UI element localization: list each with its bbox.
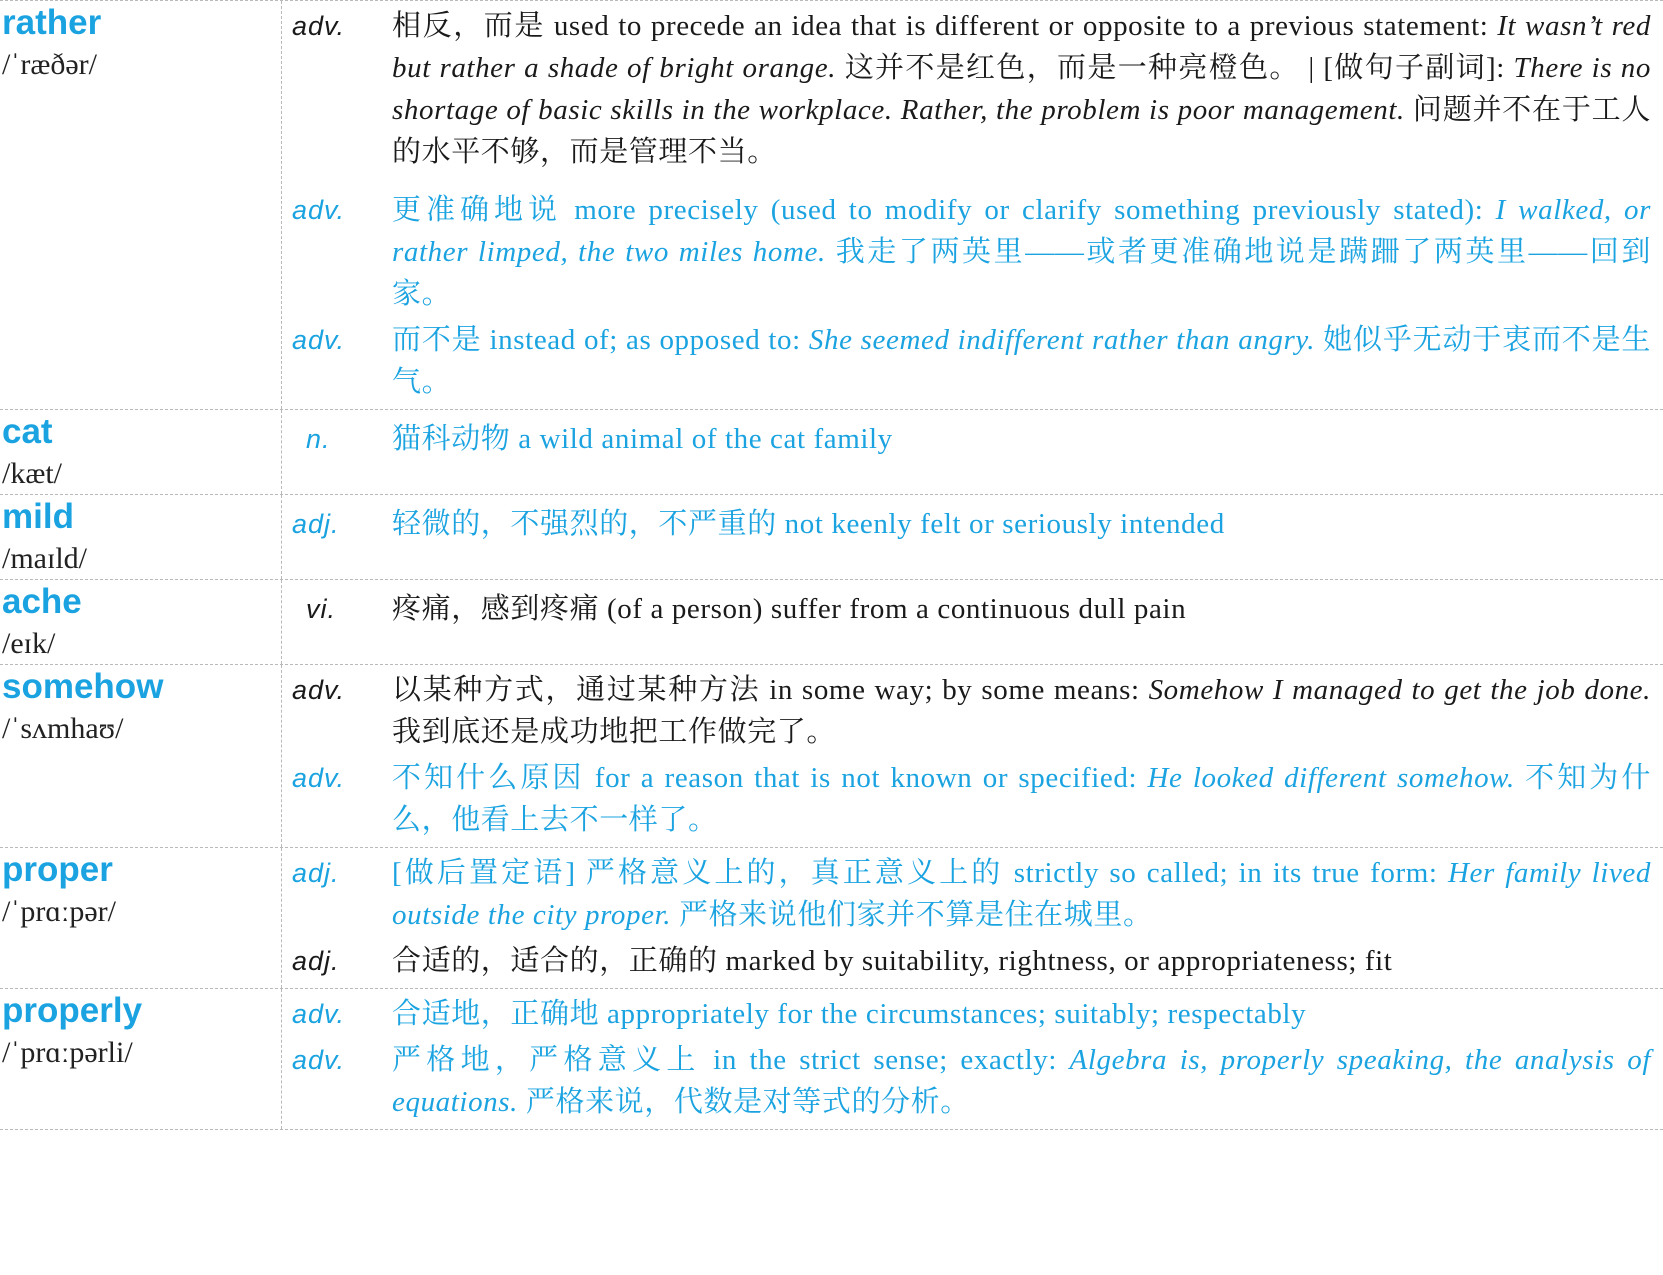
example-sentence: Somehow I managed to get the job done. [1148,674,1651,706]
example-translation-2: 问题并不在于工人的水平不够，而是管理不当。 [392,94,1651,168]
example-translation: 严格来说他们家并不算是住在城里。 [671,899,1153,931]
part-of-speech: adv. [292,999,346,1029]
part-of-speech: adv. [292,325,346,355]
phonetic: /ˈprɑːpərli/ [2,1036,133,1069]
definition [392,757,1651,841]
entry-mild [0,494,1663,579]
phonetic: /ˈsʌmhaʊ/ [2,712,124,745]
definition: 轻微的，不强烈的，不严重的 not keenly felt or seriously intended [392,508,1225,540]
senses [282,1,1663,409]
phonetic: /ˈræðər/ [2,48,97,81]
senses [282,410,1663,494]
sense [292,757,1651,841]
headword-cell [0,848,282,988]
headword-cell [0,410,282,494]
part-of-speech: adv. [292,1045,346,1075]
definition-text: 更准确地说 more precisely (used to modify or clarify something previously stated): [392,194,1496,226]
sense [292,418,1651,460]
definition: 疼痛，感到疼痛 (of a person) suffer from a continuous dull pain [392,593,1187,625]
senses [282,848,1663,988]
entry-proper [0,847,1663,988]
sense [292,5,1651,173]
example-sentence-2: There is no shortage of basic skills in the workplace. Rather, the problem is poor management. [392,52,1651,126]
definition-text: 严格地，严格意义上 in the strict sense; exactly: [392,1044,1070,1076]
sense [292,940,1651,982]
phonetic: /kæt/ [2,457,63,490]
part-of-speech: adv. [292,675,346,705]
part-of-speech: adj. [292,946,340,976]
definition: 合适的，适合的，正确的 marked by suitability, rightness, or appropriateness; fit [392,945,1393,977]
sense [292,1039,1651,1123]
part-of-speech: adv. [292,11,346,41]
part-of-speech: adj. [292,858,340,888]
headword: cat [2,412,53,451]
example-translation: 严格来说，代数是对等式的分析。 [518,1086,970,1118]
definition-text: 而不是 instead of; as opposed to: [392,324,809,356]
sense [292,189,1651,315]
senses [282,989,1663,1129]
headword-cell [0,495,282,579]
headword: properly [2,991,143,1030]
headword-cell [0,989,282,1129]
phonetic: /ˈprɑːpər/ [2,895,116,928]
sense [292,852,1651,936]
entry-properly [0,988,1663,1130]
headword-cell [0,580,282,664]
definition [392,189,1651,315]
headword: somehow [2,667,164,706]
phonetic: /maɪld/ [2,542,87,575]
example-sentence: He looked different somehow. [1147,762,1515,794]
example-translation: 这并不是红色，而是一种亮橙色。 | [做句子副词]: [836,52,1514,84]
sense [292,669,1651,753]
part-of-speech: vi. [306,594,336,624]
sense [292,993,1651,1035]
entry-cat [0,409,1663,494]
example-translation: 她似乎无动于衷而不是生气。 [392,324,1652,398]
definition-text: 不知什么原因 for a reason that is not known or specified: [392,762,1148,794]
definition [392,1039,1651,1123]
senses [282,580,1663,664]
example-sentence: Her family lived outside the city proper. [392,857,1652,931]
definition [392,5,1651,173]
part-of-speech: n. [306,424,331,454]
entry-somehow [0,664,1663,847]
headword: ache [2,582,82,621]
definition: 合适地，正确地 appropriately for the circumstances; suitably; respectably [392,998,1307,1030]
entry-ache [0,579,1663,664]
sense [292,319,1651,403]
part-of-speech: adv. [292,195,346,225]
example-sentence: She seemed indifferent rather than angry. [808,324,1316,356]
definition [392,852,1651,936]
definition-text: 相反，而是 used to precede an idea that is different or opposite to a previous statement: [392,10,1498,42]
headword: mild [2,497,74,536]
headword: rather [2,3,102,42]
senses [282,665,1663,847]
sense [292,588,1651,630]
headword: proper [2,850,113,889]
example-translation: 我走了两英里——或者更准确地说是蹒跚了两英里——回到家。 [392,236,1652,310]
definition [392,319,1651,403]
example-sentence: Algebra is, properly speaking, the analysis of equations. [392,1044,1651,1118]
definition: 猫科动物 a wild animal of the cat family [392,423,893,455]
entry-rather [0,0,1663,409]
part-of-speech: adv. [292,763,346,793]
example-sentence: It wasn’t red but rather a shade of bright orange. [392,10,1651,84]
headword-cell [0,1,282,409]
example-sentence: I walked, or rather limped, the two miles home. [392,194,1651,268]
phonetic: /eɪk/ [2,627,56,660]
definition-text: [做后置定语] 严格意义上的，真正意义上的 strictly so called; in its true form: [392,857,1448,889]
headword-cell [0,665,282,847]
example-translation: 不知为什么，他看上去不一样了。 [392,762,1651,836]
definition [392,669,1651,753]
example-translation: 我到底还是成功地把工作做完了。 [392,716,837,748]
sense [292,503,1651,545]
senses [282,495,1663,579]
definition-text: 以某种方式，通过某种方法 in some way; by some means: [392,674,1149,706]
part-of-speech: adj. [292,509,340,539]
